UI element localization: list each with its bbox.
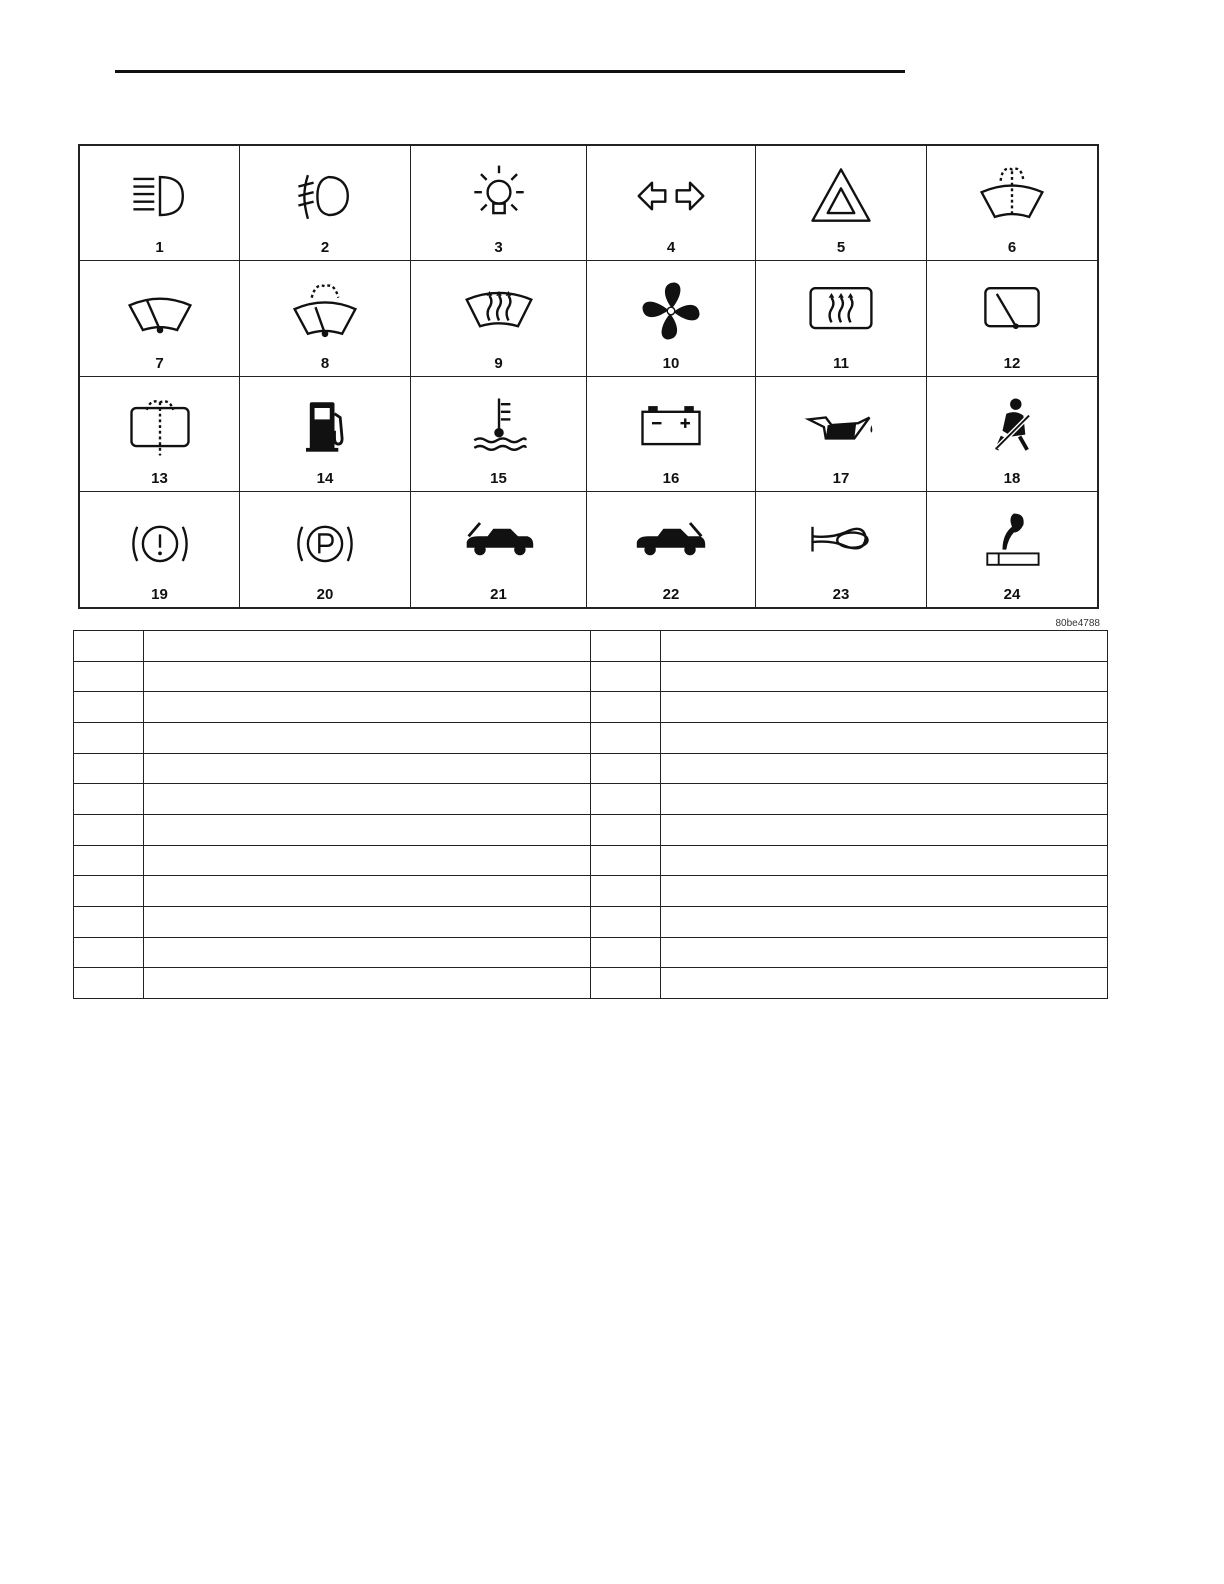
legend-number-cell xyxy=(591,814,661,845)
symbol-cell xyxy=(756,377,927,492)
symbol-cell xyxy=(756,492,927,607)
legend-number-cell xyxy=(591,631,661,662)
trunk-release-icon xyxy=(633,504,709,580)
symbol-number: 12 xyxy=(1003,354,1021,372)
symbol-cell xyxy=(587,492,756,607)
legend-description-cell xyxy=(144,876,591,907)
symbol-number: 15 xyxy=(490,469,507,487)
legend-number-cell xyxy=(74,753,144,784)
legend-description-cell xyxy=(661,937,1108,968)
legend-description-cell xyxy=(661,753,1108,784)
legend-description-cell xyxy=(144,661,591,692)
symbol-number: 9 xyxy=(494,354,503,372)
legend-table xyxy=(73,630,1108,999)
symbol-cell xyxy=(411,492,587,607)
symbol-cell xyxy=(80,377,240,492)
oil-pressure-icon xyxy=(803,389,879,465)
table-row xyxy=(74,814,1108,845)
table-row xyxy=(74,631,1108,662)
symbol-number: 16 xyxy=(662,469,680,487)
legend-description-cell xyxy=(661,784,1108,815)
rear-window-wiper-icon xyxy=(974,273,1050,349)
legend-number-cell xyxy=(74,722,144,753)
table-row xyxy=(74,692,1108,723)
symbol-cell xyxy=(927,492,1097,607)
legend-description-cell xyxy=(661,661,1108,692)
symbol-cell xyxy=(80,492,240,607)
table-row xyxy=(74,937,1108,968)
legend-number-cell xyxy=(74,784,144,815)
symbol-number: 7 xyxy=(155,354,164,372)
legend-number-cell xyxy=(74,631,144,662)
symbol-cell xyxy=(927,146,1097,261)
parking-brake-icon xyxy=(287,504,363,580)
legend-description-cell xyxy=(661,722,1108,753)
symbol-cell xyxy=(587,146,756,261)
fog-lamp-icon xyxy=(287,158,363,234)
legend-number-cell xyxy=(74,906,144,937)
legend-description-cell xyxy=(144,692,591,723)
windshield-wiper-icon xyxy=(122,273,198,349)
symbol-cell xyxy=(756,261,927,376)
rear-window-washer-icon xyxy=(122,389,198,465)
symbol-cell xyxy=(240,492,411,607)
legend-number-cell xyxy=(591,753,661,784)
legend-description-cell xyxy=(661,692,1108,723)
figure-id: 80be4788 xyxy=(1055,618,1100,629)
symbol-number: 21 xyxy=(490,586,507,603)
legend-description-cell xyxy=(661,968,1108,999)
legend-number-cell xyxy=(591,661,661,692)
legend-number-cell xyxy=(591,876,661,907)
symbol-number: 1 xyxy=(155,239,164,257)
legend-number-cell xyxy=(74,968,144,999)
legend-description-cell xyxy=(661,631,1108,662)
legend-number-cell xyxy=(74,814,144,845)
symbol-number: 5 xyxy=(836,239,846,257)
symbol-number: 23 xyxy=(832,586,850,603)
symbol-number: 2 xyxy=(320,239,330,257)
table-row xyxy=(74,845,1108,876)
legend-table-body xyxy=(74,631,1108,999)
symbol-grid xyxy=(78,144,1099,609)
table-row xyxy=(74,906,1108,937)
legend-number-cell xyxy=(74,845,144,876)
wiper-washer-icon xyxy=(287,273,363,349)
legend-description-cell xyxy=(661,845,1108,876)
brake-warning-icon xyxy=(122,504,198,580)
windshield-washer-icon xyxy=(974,158,1050,234)
symbol-cell xyxy=(927,261,1097,376)
header-rule xyxy=(115,70,905,73)
symbol-cell xyxy=(587,377,756,492)
symbol-number: 3 xyxy=(494,239,503,257)
hazard-warning-icon xyxy=(803,158,879,234)
legend-description-cell xyxy=(144,784,591,815)
legend-number-cell xyxy=(591,722,661,753)
symbol-cell xyxy=(411,146,587,261)
symbol-number: 6 xyxy=(1007,239,1017,257)
seat-belt-icon xyxy=(974,389,1050,465)
legend-number-cell xyxy=(591,906,661,937)
windshield-defroster-icon xyxy=(461,273,537,349)
legend-description-cell xyxy=(144,722,591,753)
legend-number-cell xyxy=(591,692,661,723)
coolant-temperature-icon xyxy=(461,389,537,465)
symbol-number: 4 xyxy=(666,239,676,257)
high-beam-icon xyxy=(122,158,198,234)
table-row xyxy=(74,753,1108,784)
legend-description-cell xyxy=(144,906,591,937)
legend-number-cell xyxy=(591,937,661,968)
table-row xyxy=(74,968,1108,999)
symbol-cell xyxy=(411,377,587,492)
symbol-cell xyxy=(927,377,1097,492)
legend-number-cell xyxy=(74,937,144,968)
symbol-cell xyxy=(240,377,411,492)
turn-signal-icon xyxy=(633,158,709,234)
legend-description-cell xyxy=(144,937,591,968)
symbol-number: 10 xyxy=(662,354,680,372)
symbol-number: 8 xyxy=(320,354,330,372)
horn-icon xyxy=(803,504,879,580)
legend-description-cell xyxy=(144,753,591,784)
symbol-number: 14 xyxy=(316,469,334,487)
legend-description-cell xyxy=(144,814,591,845)
table-row xyxy=(74,722,1108,753)
symbol-number: 17 xyxy=(832,469,850,487)
legend-number-cell xyxy=(74,692,144,723)
symbol-number: 24 xyxy=(1003,586,1021,603)
symbol-cell xyxy=(240,261,411,376)
legend-number-cell xyxy=(591,845,661,876)
legend-number-cell xyxy=(591,784,661,815)
symbol-number: 11 xyxy=(833,354,849,372)
symbol-cell xyxy=(756,146,927,261)
blower-fan-icon xyxy=(633,273,709,349)
legend-description-cell xyxy=(661,876,1108,907)
symbol-number: 18 xyxy=(1003,469,1021,487)
symbol-number: 22 xyxy=(662,586,680,603)
cigar-lighter-icon xyxy=(974,504,1050,580)
rear-window-defogger-icon xyxy=(803,273,879,349)
legend-description-cell xyxy=(144,845,591,876)
legend-number-cell xyxy=(74,876,144,907)
symbol-cell xyxy=(411,261,587,376)
symbol-number: 19 xyxy=(151,586,168,603)
battery-icon xyxy=(633,389,709,465)
legend-description-cell xyxy=(144,631,591,662)
symbol-number: 13 xyxy=(151,469,168,487)
table-row xyxy=(74,661,1108,692)
symbol-number: 20 xyxy=(316,586,334,603)
symbol-cell xyxy=(587,261,756,376)
legend-description-cell xyxy=(661,814,1108,845)
symbol-cell xyxy=(240,146,411,261)
legend-description-cell xyxy=(144,968,591,999)
symbol-cell xyxy=(80,261,240,376)
legend-number-cell xyxy=(74,661,144,692)
interior-lamp-icon xyxy=(461,158,537,234)
fuel-icon xyxy=(287,389,363,465)
table-row xyxy=(74,876,1108,907)
legend-description-cell xyxy=(661,906,1108,937)
legend-number-cell xyxy=(591,968,661,999)
table-row xyxy=(74,784,1108,815)
symbol-cell xyxy=(80,146,240,261)
hood-release-icon xyxy=(461,504,537,580)
